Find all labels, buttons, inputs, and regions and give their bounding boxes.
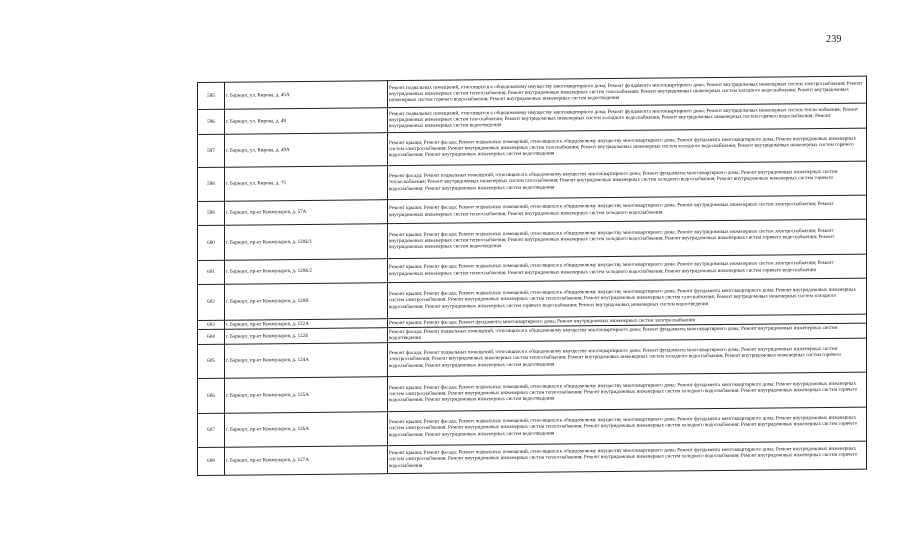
table-row bbox=[198, 441, 867, 475]
row-number: 608 bbox=[198, 447, 225, 475]
row-works: Ремонт фасада; Ремонт подвальных помещений, относящихся к общедомовому имуществу многоквартирного дома; Ремонт фундамента многоквартирного дома; Ремонт внутридомовых инженерных систем электроснабжения; Ремонт внутридомовых инженерных систем теплоснабжения; Ремонт внутридомовых инженерных систем холодного водоснабжения; Ремонт внутридомовых инженерных систем горячего водоснабжения; Ремонт внутридомовых инженерных систем водоотведения bbox=[388, 338, 867, 377]
row-address: г. Барнаул, пр-кт Коммунаров, д. 120В bbox=[225, 283, 388, 321]
row-address: г. Барнаул, ул. Кирова, д. 49 bbox=[225, 108, 388, 135]
row-address: г. Барнаул, пр-кт Коммунаров, д. 125А bbox=[225, 377, 388, 414]
row-number: 599 bbox=[198, 201, 225, 225]
row-address: г. Барнаул, пр-кт Коммунаров, д. 120Б/2 bbox=[225, 259, 388, 285]
row-number: 607 bbox=[198, 413, 225, 447]
row-number: 605 bbox=[198, 344, 225, 378]
row-number: 602 bbox=[198, 284, 225, 320]
row-works: Ремонт крыши; Ремонт фасада; Ремонт подвальных помещений, относящихся к общедомовому имуществу многоквартирного дома; Ремонт фундамента многоквартирного дома; Ремонт внутридомовых инженерных систем электроснабжения; Ремонт внутридомовых инженерных систем теплоснабжения; Ремонт внутридомовых инженерных систем холодного водоснабжения; Ремонт внутридомовых инженерных систем горячего водоснабжения bbox=[388, 441, 867, 474]
row-works: Ремонт крыши; Ремонт фасада; Ремонт подвальных помещений, относящихся к общедомовому имуществу многоквартирного дома; Ремонт фундамента многоквартирного дома; Ремонт внутридомовых инженерных систем электроснабжения; Ремонт внутридомовых инженерных систем теплоснабжения; Ремонт внутридомовых инженерных систем холодного водоснабжения; Ремонт внутридомовых инженерных систем горячего водоснабжения; Ремонт внутридомовых инженерных систем водоотведения bbox=[388, 372, 867, 412]
row-number: 600 bbox=[198, 225, 225, 260]
row-number: 603 bbox=[198, 320, 225, 329]
row-works: Ремонт крыши; Ремонт фасада; Ремонт подвальных помещений, относящихся к общедомовому имуществу многоквартирного дома; Ремонт фундамента многоквартирного дома; Ремонт внутридомовых инженерных систем электроснабжения; Ремонт внутридомовых инженерных систем теплоснабжения; Ремонт внутридомовых инженерных систем газоснабжения; Ремонт внутридомовых инженерных систем холодного водоснабжения; Ремонт внутридомовых инженерных систем горячего водоснабжения; Ремонт внутридомовых инженерных систем водоотведения bbox=[388, 278, 867, 319]
page-number: 239 bbox=[826, 34, 842, 45]
row-works: Ремонт подвальных помещений, относящихся к общедомовому имуществу многоквартирного дома; Ремонт фундамента многоквартирного дома; Ремонт внутридомовых инженерных систем теплоснабжения; Ремонт внутридомовых инженерных систем газоснабжения; Ремонт внутридомовых инженерных систем холодного водоснабжения; Ремонт внутридомовых инженерных систем горячего водоснабжения; Ремонт внутридомовых инженерных систем водоотведения bbox=[388, 103, 867, 133]
row-number: 597 bbox=[198, 134, 225, 167]
repair-table bbox=[197, 76, 863, 476]
row-works: Ремонт фасада; Ремонт подвальных помещений, относящихся к общедомовому имуществу многоквартирного дома; Ремонт фундамента многоквартирного дома; Ремонт внутридомовых инженерных систем водоотведения bbox=[388, 323, 867, 343]
row-works: Ремонт крыши; Ремонт фасада; Ремонт фундамента многоквартирного дома; Ремонт внутридомовых инженерных систем электроснабжения bbox=[388, 314, 867, 328]
row-works: Ремонт крыши; Ремонт фасада; Ремонт подвальных помещений, относящихся к общедомовому имуществу многоквартирного дома; Ремонт фундамента многоквартирного дома; Ремонт внутридомовых инженерных систем электроснабжения; Ремонт внутридомовых инженерных систем газоснабжения; Ремонт внутридомовых инженерных систем холодного водоснабжения; Ремонт внутридомовых инженерных систем горячего водоснабжения; Ремонт внутридомовых инженерных систем водоотведения bbox=[388, 128, 867, 166]
row-works: Ремонт крыши; Ремонт фасада; Ремонт подвальных помещений, относящихся к общедомовому имуществу многоквартирного дома; Ремонт фундамента многоквартирного дома; Ремонт внутридомовых инженерных систем электроснабжения; Ремонт внутридомовых инженерных систем теплоснабжения; Ремонт внутридомовых инженерных систем холодного водоснабжения; Ремонт внутридомовых инженерных систем горячего водоснабжения; Ремонт внутридомовых инженерных систем водоотведения bbox=[388, 407, 867, 446]
row-number: 601 bbox=[198, 260, 225, 284]
row-works: Ремонт крыши; Ремонт фасада; Ремонт подвальных помещений, относящихся к общедомовому имуществу многоквартирного дома; Ремонт внутридомовых инженерных систем электроснабжения; Ремонт внутридомовых инженерных систем теплоснабжения; Ремонт внутридомовых инженерных систем холодного водоснабжения bbox=[388, 195, 867, 224]
row-works: Ремонт подвальных помещений, относящихся к общедомовому имуществу многоквартирного дома; Ремонт фундамента многоквартирного дома; Ремонт внутридомовых инженерных систем электроснабжения; Ремонт внутридомовых инженерных систем теплоснабжения; Ремонт внутридомовых инженерных систем газоснабжения; Ремонт внутридомовых инженерных систем холодного водоснабжения; Ремонт внутридомовых инженерных систем горячего водоснабжения; Ремонт внутридомовых инженерных систем водоотведения bbox=[388, 76, 867, 108]
row-address: г. Барнаул, пр-кт Коммунаров, д. 126А bbox=[225, 412, 388, 448]
row-number: 598 bbox=[198, 167, 225, 201]
row-address: г. Барнаул, пр-кт Коммунаров, д. 124А bbox=[225, 343, 388, 379]
repair-table-grid bbox=[197, 76, 867, 476]
row-number: 604 bbox=[198, 329, 225, 344]
row-address: г. Барнаул, пр-кт Коммунаров, д. 122Б bbox=[225, 328, 388, 345]
row-works: Ремонт фасада; Ремонт подвальных помещений, относящихся к общедомовому имуществу многоквартирного дома; Ремонт фундамента многоквартирного дома; Ремонт внутридомовых инженерных систем теплоснабжения; Ремонт внутридомовых инженерных систем газоснабжения; Ремонт внутридомовых инженерных систем холодного водоснабжения; Ремонт внутридомовых инженерных систем горячего водоснабжения; Ремонт внутридомовых инженерных систем водоотведения bbox=[388, 161, 867, 200]
row-address: г. Барнаул, ул. Кирова, д. 45А bbox=[225, 81, 388, 110]
row-number: 596 bbox=[198, 109, 225, 134]
row-address: г. Барнаул, пр-кт Коммунаров, д. 122А bbox=[225, 319, 388, 330]
row-address: г. Барнаул, ул. Кирова, д. 75 bbox=[225, 166, 388, 202]
row-number: 595 bbox=[198, 82, 225, 109]
row-address: г. Барнаул, пр-кт Коммунаров, д. 57А bbox=[225, 200, 388, 226]
row-address: г. Барнаул, пр-кт Коммунаров, д. 127А bbox=[225, 446, 388, 476]
row-number: 606 bbox=[198, 378, 225, 413]
row-address: г. Барнаул, ул. Кирова, д. 49А bbox=[225, 133, 388, 168]
row-works: Ремонт крыши; Ремонт фасада; Ремонт подвальных помещений, относящихся к общедомовому имуществу многоквартирного дома; Ремонт внутридомовых инженерных систем электроснабжения; Ремонт внутридомовых инженерных систем теплоснабжения; Ремонт внутридомовых инженерных систем холодного водоснабжения; Ремонт внутридомовых инженерных систем горячего водоснабжения bbox=[388, 254, 867, 283]
row-works: Ремонт крыши; Ремонт фасада; Ремонт подвальных помещений, относящихся к общедомовому имуществу многоквартирного дома; Ремонт внутридомовых инженерных систем электроснабжения; Ремонт внутридомовых инженерных систем теплоснабжения; Ремонт внутридомовых инженерных систем холодного водоснабжения; Ремонт внутридомовых инженерных систем горячего водоснабжения; Ремонт внутридомовых инженерных систем водоотведения bbox=[388, 219, 867, 259]
row-address: г. Барнаул, пр-кт Коммунаров, д. 120Б/1 bbox=[225, 224, 388, 261]
